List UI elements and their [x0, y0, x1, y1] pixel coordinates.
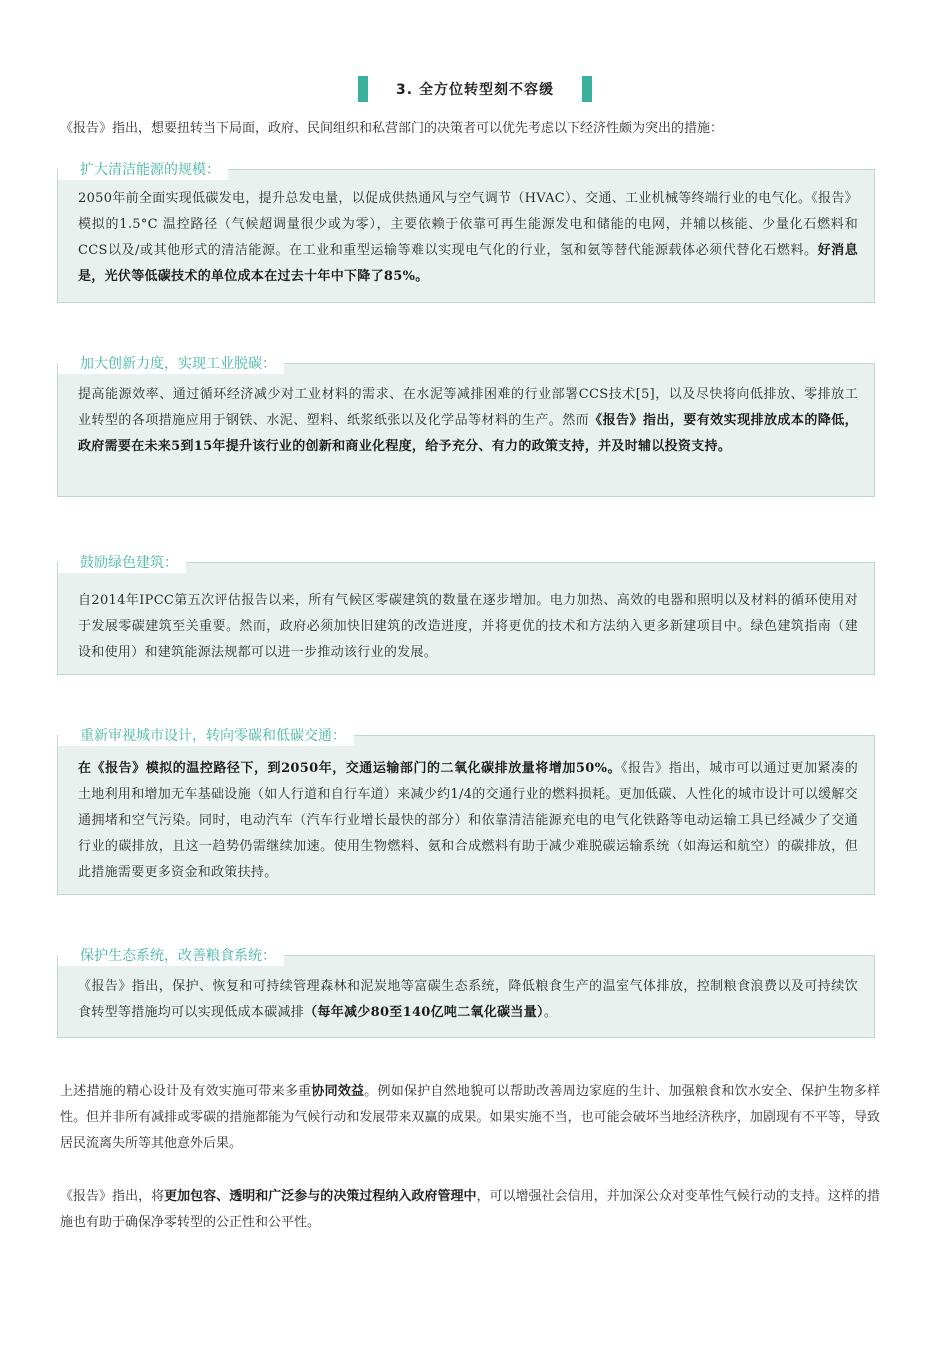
measure-card-buildings [57, 555, 875, 675]
card-title: 加大创新力度，实现工业脱碳： [58, 354, 284, 374]
card-title: 保护生态系统，改善粮食系统： [58, 946, 284, 966]
card-title: 重新审视城市设计，转向零碳和低碳交通： [58, 726, 354, 746]
card-bold-text: （每年减少80至140亿吨二氧化碳当量） [304, 1005, 544, 1020]
card-body [78, 186, 858, 290]
card-bold-text: 好消息是，光伏等低碳技术的单位成本在过去十年中下降了85%。 [78, 243, 858, 284]
card-text: 自2014年IPCC第五次评估报告以来，所有气候区零碳建筑的数量在逐步增加。电力加热、高效的电器和照明以及材料的循环使用对于发展零碳建筑至关重要。然而，政府必须加快旧建筑的改造进度，并将更优的技术和方法纳入更多新建项目中。绿色建筑指南（建设和使用）和建筑能源法规都可以进一步推动该行业的发展。 [78, 593, 858, 660]
card-body [78, 588, 858, 666]
card-body [78, 382, 858, 460]
paragraph-text: 上述措施的精心设计及有效实施可带来多重 [60, 1084, 312, 1099]
intro-paragraph: 《报告》指出，想要扭转当下局面，政府、民间组织和私营部门的决策者可以优先考虑以下经济性颇为突出的措施： [60, 121, 724, 136]
paragraph-text: 《报告》指出，将 [60, 1189, 165, 1204]
measure-card-clean-energy [57, 162, 875, 303]
measure-card-industry [57, 356, 875, 497]
card-text: 《报告》指出，保护、恢复和可持续管理森林和泥炭地等富碳生态系统，降低粮食生产的温室气体排放，控制粮食浪费以及可持续饮食转型等措施均可以实现低成本碳减排 [78, 979, 858, 1020]
heading-bar-left [358, 76, 368, 102]
card-title: 鼓励绿色建筑： [58, 553, 186, 573]
card-text: 《报告》指出，城市可以通过更加紧凑的土地利用和增加无车基础设施（如人行道和自行车道）来减少约1/4的交通行业的燃料损耗。更加低碳、人性化的城市设计可以缓解交通拥堵和空气污染。同时，电动汽车（汽车行业增长最快的部分）和依靠清洁能源充电的电气化铁路等电动运输工具已经减少了交通行业的碳排放，且这一趋势仍需继续加速。使用生物燃料、氨和合成燃料有助于减少难脱碳运输系统（如海运和航空）的碳排放，但此措施需要更多资金和政策扶持。 [78, 761, 858, 880]
paragraph-bold-text: 更加包容、透明和广泛参与的决策过程纳入政府管理中 [164, 1189, 477, 1204]
card-title: 扩大清洁能源的规模： [58, 160, 228, 180]
paragraph-text: 。例如保护自然地貌可以帮助改善周边家庭的生计、加强粮食和饮水安全、保护生物多样性。但并非所有减排或零碳的措施都能为气候行动和发展带来双赢的成果。如果实施不当，也可能会破坏当地经济秩序，加剧现有不平等，导致居民流离失所等其他意外后果。 [60, 1084, 880, 1151]
card-bold-text: 在《报告》模拟的温控路径下，到2050年，交通运输部门的二氧化碳排放量将增加50%。 [78, 761, 622, 776]
card-body [78, 974, 858, 1026]
card-tail: 。 [543, 1005, 558, 1020]
paragraph-text: ，可以增强社会信用，并加深公众对变革性气候行动的支持。这样的措施也有助于确保净零转型的公正性和公平性。 [60, 1189, 880, 1230]
governance-paragraph [60, 1184, 880, 1236]
measure-card-transport [57, 728, 875, 895]
measure-card-ecosystems [57, 948, 875, 1038]
section-heading [0, 76, 950, 102]
card-body [78, 756, 858, 886]
co-benefits-paragraph [60, 1079, 880, 1157]
heading-bar-right [582, 76, 592, 102]
section-title: 3. 全方位转型刻不容缓 [396, 82, 554, 98]
card-bold-text: 《报告》指出，要有效实现排放成本的降低，政府需要在未来5到15年提升该行业的创新和商业化程度，给予充分、有力的政策支持，并及时辅以投资支持。 [78, 413, 858, 454]
card-text: 提高能源效率、通过循环经济减少对工业材料的需求、在水泥等减排困难的行业部署CCS技术[5]，以及尽快将向低排放、零排放工业转型的各项措施应用于钢铁、水泥、塑料、纸浆纸张以及化学品等材料的生产。然而 [78, 387, 858, 428]
paragraph-bold-text: 协同效益 [311, 1084, 365, 1099]
card-text: 2050年前全面实现低碳发电，提升总发电量，以促成供热通风与空气调节（HVAC）、交通、工业机械等终端行业的电气化。《报告》模拟的1.5°C 温控路径（气候超调量很少或为零），主要依赖于依靠可再生能源发电和储能的电网，并辅以核能、少量化石燃料和CCS以及/或其他形式的清洁能源。在工业和重型运输等难以实现电气化的行业，氢和氨等替代能源载体必须代替化石燃料。 [78, 191, 858, 258]
